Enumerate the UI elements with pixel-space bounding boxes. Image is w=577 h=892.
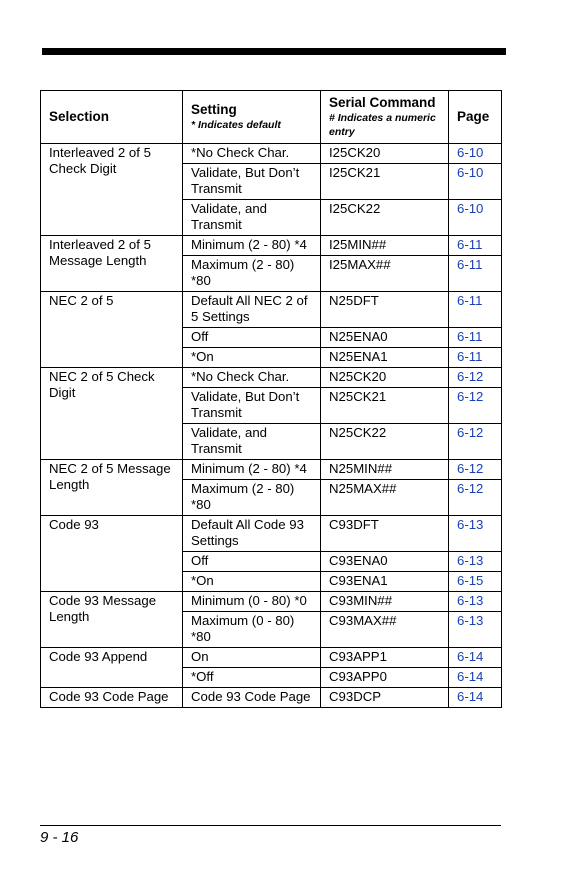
page-link[interactable]: 6-12: [457, 481, 484, 496]
page-cell: [449, 144, 502, 164]
header-serial-command-note: # Indicates a numeric entry: [329, 112, 436, 138]
selection-cell: NEC 2 of 5 Message Length: [41, 460, 183, 516]
serial-command-cell: C93ENA1: [321, 572, 449, 592]
table-body: [41, 144, 502, 708]
header-serial-command: [321, 91, 449, 144]
table-header-row: [41, 91, 502, 144]
page-link[interactable]: 6-14: [457, 689, 484, 704]
page-cell: [449, 516, 502, 552]
setting-cell: *Off: [183, 668, 321, 688]
serial-command-cell: C93DFT: [321, 516, 449, 552]
page-cell: [449, 200, 502, 236]
page-link[interactable]: 6-15: [457, 573, 484, 588]
setting-cell: Minimum (2 - 80) *4: [183, 460, 321, 480]
page-link[interactable]: 6-12: [457, 461, 484, 476]
page-cell: [449, 236, 502, 256]
serial-command-cell: I25MIN##: [321, 236, 449, 256]
setting-cell: *No Check Char.: [183, 144, 321, 164]
setting-cell: Maximum (2 - 80) *80: [183, 256, 321, 292]
page-link[interactable]: 6-13: [457, 553, 484, 568]
page-link[interactable]: 6-12: [457, 369, 484, 384]
page-link[interactable]: 6-10: [457, 201, 484, 216]
serial-command-cell: N25CK21: [321, 388, 449, 424]
page-cell: [449, 424, 502, 460]
page-link[interactable]: 6-13: [457, 593, 484, 608]
serial-command-cell: C93APP0: [321, 668, 449, 688]
selection-cell: NEC 2 of 5: [41, 292, 183, 368]
selection-cell: Code 93 Message Length: [41, 592, 183, 648]
setting-cell: Maximum (0 - 80) *80: [183, 612, 321, 648]
header-setting: [183, 91, 321, 144]
page-cell: [449, 388, 502, 424]
page-link[interactable]: 6-12: [457, 425, 484, 440]
setting-cell: Default All NEC 2 of 5 Settings: [183, 292, 321, 328]
serial-command-cell: C93MIN##: [321, 592, 449, 612]
page-link[interactable]: 6-12: [457, 389, 484, 404]
selection-cell: Code 93: [41, 516, 183, 592]
setting-cell: Validate, and Transmit: [183, 424, 321, 460]
header-selection: Selection: [41, 91, 183, 144]
table-row: [41, 144, 502, 164]
setting-cell: Minimum (2 - 80) *4: [183, 236, 321, 256]
serial-command-cell: I25CK21: [321, 164, 449, 200]
table-row: [41, 648, 502, 668]
serial-command-cell: C93DCP: [321, 688, 449, 708]
serial-command-cell: N25CK20: [321, 368, 449, 388]
selection-cell: NEC 2 of 5 Check Digit: [41, 368, 183, 460]
setting-cell: Off: [183, 328, 321, 348]
selection-cell: Interleaved 2 of 5 Check Digit: [41, 144, 183, 236]
table-row: [41, 292, 502, 328]
page-link[interactable]: 6-11: [457, 293, 483, 308]
serial-command-cell: N25DFT: [321, 292, 449, 328]
top-rule: [42, 48, 506, 55]
serial-command-cell: I25CK20: [321, 144, 449, 164]
page-link[interactable]: 6-13: [457, 517, 484, 532]
page-link[interactable]: 6-11: [457, 329, 483, 344]
page-cell: [449, 552, 502, 572]
table-row: [41, 688, 502, 708]
serial-command-cell: N25ENA0: [321, 328, 449, 348]
table-row: [41, 368, 502, 388]
serial-command-cell: N25CK22: [321, 424, 449, 460]
page-cell: [449, 328, 502, 348]
serial-command-cell: N25MIN##: [321, 460, 449, 480]
page-cell: [449, 292, 502, 328]
page-link[interactable]: 6-10: [457, 145, 484, 160]
setting-cell: Validate, But Don’t Transmit: [183, 388, 321, 424]
setting-cell: On: [183, 648, 321, 668]
page-cell: [449, 460, 502, 480]
header-page: Page: [449, 91, 502, 144]
page-cell: [449, 164, 502, 200]
page-cell: [449, 368, 502, 388]
setting-cell: Validate, and Transmit: [183, 200, 321, 236]
selection-cell: Interleaved 2 of 5 Message Length: [41, 236, 183, 292]
setting-cell: Minimum (0 - 80) *0: [183, 592, 321, 612]
table-row: [41, 592, 502, 612]
page-link[interactable]: 6-11: [457, 237, 483, 252]
page-link[interactable]: 6-14: [457, 669, 484, 684]
selection-cell: Code 93 Append: [41, 648, 183, 688]
header-setting-note: * Indicates default: [191, 119, 281, 131]
setting-cell: *On: [183, 348, 321, 368]
page-link[interactable]: 6-11: [457, 257, 483, 272]
selection-cell: Code 93 Code Page: [41, 688, 183, 708]
header-serial-command-label: Serial Command: [329, 95, 436, 110]
page-cell: [449, 480, 502, 516]
setting-cell: *On: [183, 572, 321, 592]
serial-command-cell: N25ENA1: [321, 348, 449, 368]
page-cell: [449, 592, 502, 612]
serial-command-cell: C93MAX##: [321, 612, 449, 648]
page-cell: [449, 688, 502, 708]
setting-cell: Off: [183, 552, 321, 572]
setting-cell: Code 93 Code Page: [183, 688, 321, 708]
serial-command-cell: C93APP1: [321, 648, 449, 668]
page-link[interactable]: 6-13: [457, 613, 484, 628]
serial-command-cell: I25CK22: [321, 200, 449, 236]
setting-cell: Default All Code 93 Settings: [183, 516, 321, 552]
setting-cell: Validate, But Don’t Transmit: [183, 164, 321, 200]
page-cell: [449, 648, 502, 668]
serial-command-cell: C93ENA0: [321, 552, 449, 572]
table-row: [41, 460, 502, 480]
page-cell: [449, 256, 502, 292]
setting-cell: Maximum (2 - 80) *80: [183, 480, 321, 516]
page-cell: [449, 572, 502, 592]
page-cell: [449, 348, 502, 368]
page-cell: [449, 612, 502, 648]
serial-command-cell: N25MAX##: [321, 480, 449, 516]
setting-cell: *No Check Char.: [183, 368, 321, 388]
page-link[interactable]: 6-10: [457, 165, 484, 180]
table-row: [41, 236, 502, 256]
header-setting-label: Setting: [191, 102, 237, 117]
page-number: 9 - 16: [40, 829, 79, 846]
serial-command-cell: I25MAX##: [321, 256, 449, 292]
bottom-rule: [40, 825, 501, 826]
settings-table: [40, 90, 502, 708]
page-link[interactable]: 6-14: [457, 649, 484, 664]
table-row: [41, 516, 502, 552]
page-cell: [449, 668, 502, 688]
page-link[interactable]: 6-11: [457, 349, 483, 364]
